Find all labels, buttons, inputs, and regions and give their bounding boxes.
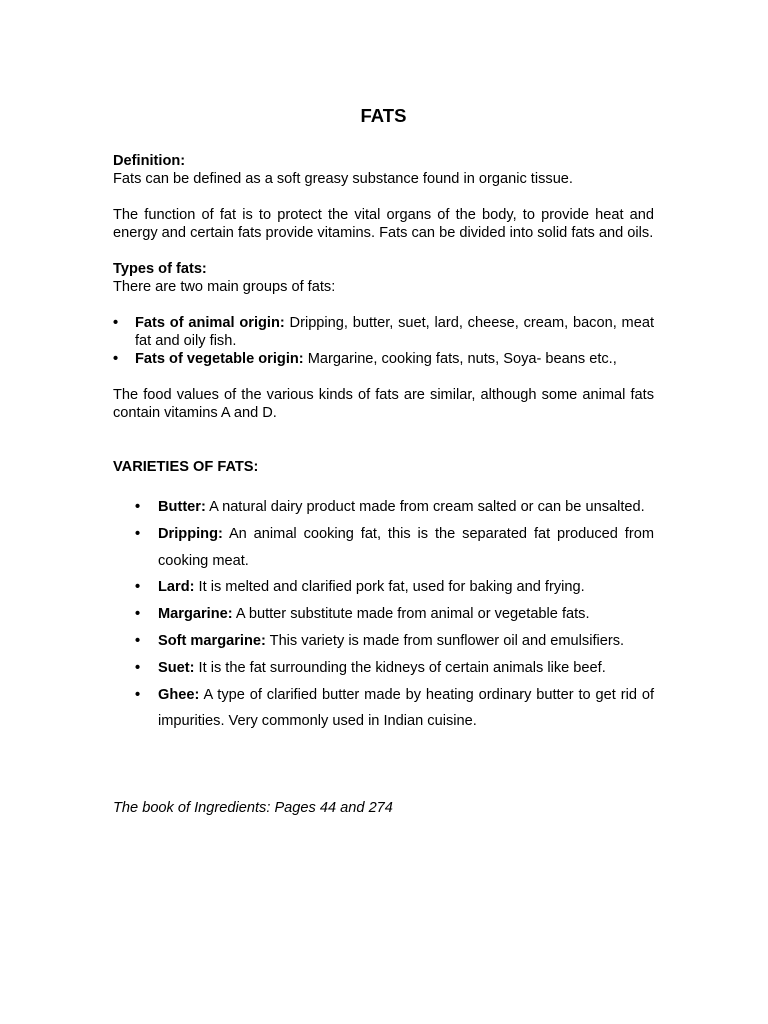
list-item-text: Margarine, cooking fats, nuts, Soya- beans etc., — [303, 351, 617, 367]
list-item — [113, 314, 654, 350]
list-item — [113, 494, 654, 521]
types-list — [113, 314, 654, 368]
definition-section — [113, 152, 654, 188]
types-heading: Types of fats: — [113, 261, 207, 277]
list-item-term: Dripping: — [158, 525, 223, 542]
list-item — [113, 574, 654, 601]
list-item-text: An animal cooking fat, this is the separated fat produced from cooking meat. — [158, 525, 654, 569]
page-title: FATS — [360, 105, 407, 126]
list-item-text: This variety is made from sunflower oil and emulsifiers. — [265, 632, 625, 649]
list-item — [113, 350, 654, 368]
list-item — [113, 682, 654, 736]
list-item-text: It is the fat surrounding the kidneys of certain animals like beef. — [194, 659, 606, 676]
varieties-heading: VARIETIES OF FATS: — [113, 459, 259, 475]
varieties-list — [113, 494, 654, 735]
list-item — [113, 601, 654, 628]
list-item-text: Dripping, butter, suet, lard, cheese, cream, bacon, meat fat and oily fish. — [135, 315, 654, 349]
list-item-term: Ghee: — [158, 686, 200, 703]
list-item — [113, 655, 654, 682]
function-paragraph: The function of fat is to protect the vital organs of the body, to provide heat and energy and certain fats provide vitamins. Fats can be divided into solid fats and oils. — [113, 207, 654, 241]
bullet-icon: • — [135, 632, 141, 649]
list-item-text: A natural dairy product made from cream salted or can be unsalted. — [205, 499, 645, 515]
list-item — [113, 628, 654, 655]
bullet-icon: • — [135, 499, 141, 515]
list-item-term: Lard: — [158, 579, 195, 596]
list-item-term: Suet: — [158, 659, 195, 676]
definition-heading: Definition: — [113, 153, 186, 169]
list-item-text: A type of clarified butter made by heating ordinary butter to get rid of impurities. Very commonly used in Indian cuisine. — [158, 686, 654, 730]
list-item-text: It is melted and clarified pork fat, used for baking and frying. — [194, 579, 585, 596]
bullet-icon: • — [135, 525, 141, 542]
bullet-icon: • — [113, 351, 119, 367]
types-section — [113, 260, 654, 368]
list-item-term: Butter: — [158, 499, 206, 515]
list-item-term: Margarine: — [158, 606, 233, 623]
food-values-paragraph: The food values of the various kinds of fats are similar, although some animal fats contain vitamins A and D. — [113, 387, 654, 421]
list-item-term: Fats of animal origin: — [135, 315, 285, 331]
bullet-icon: • — [135, 659, 141, 676]
types-intro: There are two main groups of fats: — [113, 279, 336, 295]
definition-text: Fats can be defined as a soft greasy substance found in organic tissue. — [113, 171, 573, 187]
list-item-text: A butter substitute made from animal or vegetable fats. — [232, 606, 590, 623]
document-page — [113, 104, 654, 817]
bullet-icon: • — [135, 686, 141, 703]
list-item-term: Fats of vegetable origin: — [135, 351, 304, 367]
bullet-icon: • — [113, 315, 119, 331]
bullet-icon: • — [135, 579, 141, 596]
list-item — [113, 521, 654, 575]
citation: The book of Ingredients: Pages 44 and 274 — [113, 800, 393, 817]
bullet-icon: • — [135, 606, 141, 623]
list-item-term: Soft margarine: — [158, 632, 266, 649]
